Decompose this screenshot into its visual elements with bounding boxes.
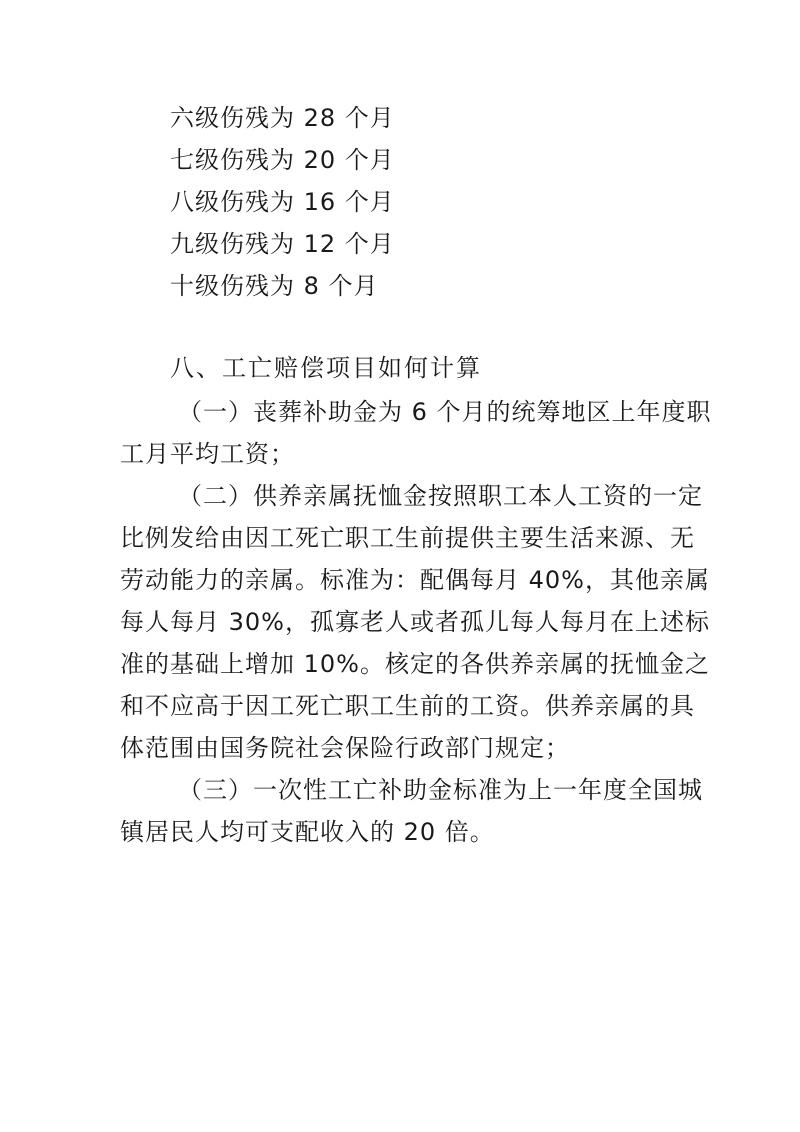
list-item-grade-7: 七级伤残为 20 个月 [170, 146, 395, 174]
list-item-grade-8: 八级伤残为 16 个月 [170, 188, 395, 216]
paragraph-line: 准的基础上增加 10%。核定的各供养亲属的抚恤金之 [120, 650, 710, 678]
paragraph-line: 体范围由国务院社会保险行政部门规定； [120, 734, 570, 762]
list-item-grade-6: 六级伤残为 28 个月 [170, 104, 395, 132]
list-item-grade-9: 九级伤残为 12 个月 [170, 230, 395, 258]
paragraph-line: 和不应高于因工死亡职工生前的工资。供养亲属的具 [120, 692, 695, 720]
section-heading: 八、工亡赔偿项目如何计算 [170, 354, 482, 382]
paragraph-line: （二）供养亲属抚恤金按照职工本人工资的一定 [178, 482, 703, 510]
list-item-grade-10: 十级伤残为 8 个月 [170, 272, 379, 300]
paragraph-line: （一）丧葬补助金为 6 个月的统筹地区上年度职 [178, 398, 712, 426]
paragraph-line: （三）一次性工亡补助金标准为上一年度全国城 [178, 776, 703, 804]
paragraph-line: 比例发给由因工死亡职工生前提供主要生活来源、无 [120, 524, 695, 552]
paragraph-line: 劳动能力的亲属。标准为：配偶每月 40%，其他亲属 [120, 566, 710, 594]
paragraph-line: 每人每月 30%，孤寡老人或者孤儿每人每月在上述标 [120, 608, 710, 636]
paragraph-line: 镇居民人均可支配收入的 20 倍。 [120, 818, 495, 846]
paragraph-line: 工月平均工资； [120, 440, 295, 468]
